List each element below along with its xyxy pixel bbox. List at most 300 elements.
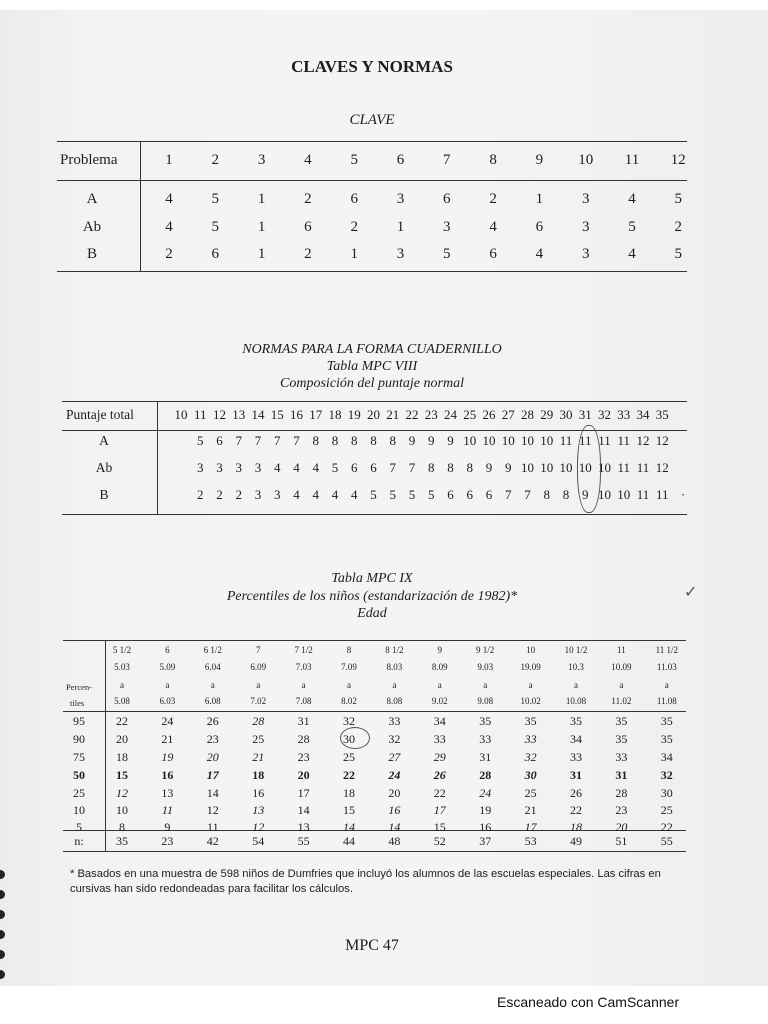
percentile-cell: 32 xyxy=(524,750,537,764)
percentile-cell: 25 xyxy=(524,786,537,800)
normas-score: 27 xyxy=(501,407,515,422)
percentile-cell: 16 xyxy=(479,820,492,834)
normas-cell: 11 xyxy=(617,433,631,448)
clave-cell: 6 xyxy=(304,219,312,235)
percentile-cell: 16 xyxy=(161,768,174,782)
normas-score: 19 xyxy=(347,407,361,422)
normas-cell: 2 xyxy=(197,487,204,502)
percentile-cell: 9 xyxy=(164,820,171,834)
clave-header-label: Problema xyxy=(60,152,118,168)
clave-cell: 3 xyxy=(443,219,451,235)
percentile-cell: 28 xyxy=(479,768,492,782)
normas-score: 29 xyxy=(540,407,554,422)
page-title: CLAVES Y NORMAS xyxy=(291,57,453,76)
normas-cell: 12 xyxy=(636,433,650,448)
percentile-cell: 20 xyxy=(206,750,219,764)
normas-cell: 8 xyxy=(428,460,435,475)
normas-cell: 8 xyxy=(312,433,319,448)
percentile-cell: 32 xyxy=(388,732,401,746)
rule-header xyxy=(63,711,686,712)
normas-cell: 12 xyxy=(655,460,669,475)
percentile-cell: 25 xyxy=(660,803,673,817)
clave-cell: 4 xyxy=(165,219,173,235)
clave-cell: 2 xyxy=(489,191,497,207)
age-from: 5.03 xyxy=(114,662,130,672)
normas-row-label: Ab xyxy=(95,460,113,475)
normas-score: 20 xyxy=(367,407,380,422)
age-ages: 11 1/2 xyxy=(655,645,678,655)
age-sep: a xyxy=(437,680,442,690)
age-from: 9.03 xyxy=(477,662,494,672)
percentile-cell: 44 xyxy=(343,834,355,848)
normas-cell: 11 xyxy=(578,433,592,448)
percentile-cell: 37 xyxy=(479,834,492,848)
percentile-cell: 55 xyxy=(660,834,673,848)
normas-cell: 6 xyxy=(466,487,473,502)
normas-score: 31 xyxy=(578,407,592,422)
percentile-cell: 15 xyxy=(433,820,446,834)
normas-cell: 7 xyxy=(505,487,512,502)
percentile-cell: 8 xyxy=(119,820,125,834)
rule-vertical xyxy=(140,141,141,271)
normas-score: 26 xyxy=(482,407,496,422)
age-ages: 6 xyxy=(165,645,170,655)
percentile-cell: 17 xyxy=(524,820,537,834)
percentile-cell: 22 xyxy=(433,786,446,800)
age-from: 5.09 xyxy=(159,662,176,672)
normas-cell: 4 xyxy=(312,460,319,475)
clave-problem-number: 9 xyxy=(535,152,544,168)
percentile-cell: 35 xyxy=(524,714,537,728)
pen-circle xyxy=(340,727,370,749)
percentile-cell: 17 xyxy=(433,803,446,817)
percentile-header-line2: tiles xyxy=(70,698,85,708)
percentile-label: 95 xyxy=(73,714,85,728)
percentile-cell: 28 xyxy=(252,714,265,728)
percentile-cell: 14 xyxy=(343,820,355,834)
clave-problem-number: 7 xyxy=(443,152,451,168)
normas-cell: 10 xyxy=(559,460,573,475)
clave-cell: 6 xyxy=(443,191,451,207)
age-sep: a xyxy=(483,680,488,690)
age-to: 10.02 xyxy=(520,696,541,706)
rule-top xyxy=(62,401,687,402)
normas-cell: 10 xyxy=(598,460,611,475)
clave-problem-number: 12 xyxy=(670,152,686,168)
pen-circle xyxy=(577,425,601,513)
clave-title: CLAVE xyxy=(349,112,395,128)
clave-cell: 3 xyxy=(581,246,590,262)
percentile-cell: 34 xyxy=(660,750,673,764)
percentile-cell: 25 xyxy=(343,750,355,764)
age-sep: a xyxy=(165,680,170,690)
clave-problem-number: 11 xyxy=(624,152,640,168)
normas-title: NORMAS PARA LA FORMA CUADERNILLO xyxy=(242,342,502,357)
percentile-cell: 22 xyxy=(343,768,355,782)
age-from: 8.09 xyxy=(431,662,448,672)
rule-header xyxy=(57,180,687,181)
clave-problem-number: 1 xyxy=(165,152,173,168)
percentile-cell: 34 xyxy=(433,714,446,728)
percentile-cell: 48 xyxy=(388,834,401,848)
normas-cell: 4 xyxy=(293,460,300,475)
normas-cell: 6 xyxy=(447,487,454,502)
age-ages: 7 xyxy=(255,645,261,655)
page-number: MPC 47 xyxy=(345,937,399,954)
normas-cell: 11 xyxy=(636,460,650,475)
clave-cell: 6 xyxy=(350,191,358,207)
age-sep: a xyxy=(392,680,397,690)
normas-cell: 6 xyxy=(370,460,377,475)
age-ages: 5 1/2 xyxy=(112,645,132,655)
clave-cell: 2 xyxy=(165,246,173,262)
normas-score: 25 xyxy=(463,407,477,422)
normas-cell: 4 xyxy=(351,487,358,502)
normas-cell: 4 xyxy=(312,487,319,502)
normas-cell: 2 xyxy=(216,487,223,502)
normas-cell: 5 xyxy=(408,487,416,502)
clave-cell: 1 xyxy=(350,246,358,262)
age-from: 7.03 xyxy=(295,662,312,672)
normas-score: 30 xyxy=(559,407,573,422)
clave-cell: 2 xyxy=(304,191,312,207)
percentile-cell: 35 xyxy=(615,732,628,746)
normas-cell: 9 xyxy=(485,460,493,475)
normas-cell: 8 xyxy=(331,433,339,448)
normas-score: 13 xyxy=(232,407,246,422)
normas-score: 21 xyxy=(386,407,400,422)
percentile-cell: 35 xyxy=(660,714,673,728)
normas-cell: 4 xyxy=(293,487,300,502)
normas-cell: 3 xyxy=(216,460,223,475)
percentile-label: 25 xyxy=(73,786,85,800)
age-from: 7.09 xyxy=(341,662,357,672)
percentiles-title: Tabla MPC IX xyxy=(331,571,413,586)
normas-score: 14 xyxy=(251,407,265,422)
percentile-cell: 15 xyxy=(116,768,128,782)
clave-cell: 4 xyxy=(165,191,173,207)
age-ages: 9 xyxy=(437,645,443,655)
clave-cell: 4 xyxy=(489,219,497,235)
clave-cell: 1 xyxy=(396,219,405,235)
percentile-cell: 42 xyxy=(206,834,219,848)
normas-cell: 11 xyxy=(598,433,611,448)
age-to: 6.03 xyxy=(159,696,176,706)
rule-top xyxy=(57,141,687,142)
clave-problem-number: 3 xyxy=(257,152,266,168)
normas-cell: 10 xyxy=(598,487,611,502)
clave-cell: 2 xyxy=(304,246,312,262)
normas-trailing-dot: · xyxy=(680,487,686,502)
percentile-cell: 30 xyxy=(524,768,537,782)
percentile-cell: 13 xyxy=(161,786,174,800)
percentile-cell: 49 xyxy=(570,834,582,848)
percentile-cell: 13 xyxy=(297,820,310,834)
normas-score: 17 xyxy=(309,407,323,422)
scanner-watermark: Escaneado con CamScanner xyxy=(497,994,680,1010)
percentile-cell: 18 xyxy=(570,820,582,834)
percentile-cell: 19 xyxy=(479,803,492,817)
age-to: 9.02 xyxy=(431,696,448,706)
percentile-cell: 35 xyxy=(660,732,673,746)
age-to: 8.02 xyxy=(341,696,357,706)
age-to: 8.08 xyxy=(386,696,403,706)
percentile-cell: 17 xyxy=(206,768,219,782)
clave-problem-number: 10 xyxy=(578,152,594,168)
percentile-cell: 33 xyxy=(388,714,401,728)
rule-bottom xyxy=(63,851,686,852)
percentile-cell: 15 xyxy=(343,803,355,817)
normas-score: 23 xyxy=(424,407,438,422)
normas-cell: 9 xyxy=(428,433,435,448)
percentile-label: 5 xyxy=(76,820,82,834)
percentile-cell: 34 xyxy=(570,732,582,746)
percentile-cell: 31 xyxy=(297,714,310,728)
normas-cell: 5 xyxy=(331,460,339,475)
percentile-cell: 31 xyxy=(615,768,628,782)
percentile-cell: 32 xyxy=(343,714,355,728)
normas-cell: 5 xyxy=(370,487,377,502)
clave-problem-number: 2 xyxy=(211,152,220,168)
normas-cell: 4 xyxy=(274,460,281,475)
rule-bottom xyxy=(57,271,687,272)
normas-cell: 10 xyxy=(540,433,554,448)
percentile-cell: 18 xyxy=(343,786,355,800)
clave-cell: 5 xyxy=(211,191,220,207)
percentile-cell: 22 xyxy=(570,803,582,817)
percentile-cell: 23 xyxy=(615,803,628,817)
percentile-cell: 55 xyxy=(297,834,310,848)
normas-score: 16 xyxy=(290,407,303,422)
age-to: 11.02 xyxy=(611,696,632,706)
normas-cell: 5 xyxy=(389,487,396,502)
binder-holes xyxy=(0,870,8,980)
percentile-cell: 22 xyxy=(116,714,128,728)
percentile-cell: 12 xyxy=(206,803,219,817)
normas-cell: 8 xyxy=(466,460,473,475)
percentile-cell: 33 xyxy=(615,750,628,764)
normas-cell: 7 xyxy=(274,433,281,448)
percentile-cell: 12 xyxy=(252,820,265,834)
percentiles-caption: Edad xyxy=(357,606,387,621)
normas-cell: 9 xyxy=(582,487,589,502)
normas-cell: 7 xyxy=(389,460,396,475)
percentile-cell: 20 xyxy=(388,786,401,800)
clave-problem-number: 5 xyxy=(350,152,358,168)
normas-score: 10 xyxy=(174,407,188,422)
percentile-cell: 52 xyxy=(433,834,446,848)
percentile-cell: 35 xyxy=(116,834,128,848)
age-ages: 8 xyxy=(346,645,352,655)
percentile-label: 90 xyxy=(73,732,85,746)
normas-cell: 9 xyxy=(505,460,512,475)
age-from: 10.09 xyxy=(611,662,632,672)
normas-score: 22 xyxy=(405,407,419,422)
percentile-cell: 53 xyxy=(524,834,537,848)
normas-cell: 11 xyxy=(636,487,650,502)
clave-cell: 1 xyxy=(257,191,266,207)
percentile-cell: 32 xyxy=(660,768,673,782)
age-to: 7.08 xyxy=(295,696,312,706)
percentile-cell: 21 xyxy=(252,750,265,764)
percentile-cell: 22 xyxy=(660,820,673,834)
percentile-cell: 54 xyxy=(252,834,265,848)
normas-score: 15 xyxy=(270,407,284,422)
percentile-cell: 27 xyxy=(388,750,401,764)
normas-cell: 7 xyxy=(235,433,242,448)
normas-cell: 8 xyxy=(389,433,396,448)
normas-cell: 9 xyxy=(447,433,454,448)
percentile-cell: 20 xyxy=(615,820,628,834)
normas-cell: 2 xyxy=(235,487,242,502)
normas-cell: 3 xyxy=(274,487,281,502)
age-sep: a xyxy=(619,680,624,690)
normas-score: 18 xyxy=(328,407,342,422)
normas-cell: 12 xyxy=(655,433,669,448)
age-sep: a xyxy=(210,680,215,690)
age-ages: 8 1/2 xyxy=(385,645,404,655)
age-sep: a xyxy=(120,680,124,690)
normas-cell: 3 xyxy=(197,460,204,475)
clave-problem-number: 8 xyxy=(489,152,497,168)
percentile-cell: 28 xyxy=(615,786,628,800)
clave-cell: 6 xyxy=(535,219,544,235)
age-ages: 11 xyxy=(617,645,626,655)
percentile-cell: 11 xyxy=(161,803,173,817)
percentile-cell: 14 xyxy=(297,803,310,817)
normas-cell: 10 xyxy=(521,460,534,475)
percentile-cell: 23 xyxy=(161,834,174,848)
percentile-cell: 33 xyxy=(479,732,492,746)
percentile-cell: 35 xyxy=(570,714,582,728)
percentile-cell: 25 xyxy=(252,732,265,746)
normas-score: 24 xyxy=(444,407,457,422)
clave-cell: 4 xyxy=(628,246,636,262)
percentile-cell: 23 xyxy=(297,750,310,764)
percentile-cell: 16 xyxy=(252,786,265,800)
clave-problem-number: 6 xyxy=(396,152,405,168)
percentile-cell: 30 xyxy=(343,732,355,746)
percentile-cell: 35 xyxy=(615,714,628,728)
clave-cell: 4 xyxy=(535,246,544,262)
age-to: 6.08 xyxy=(204,696,221,706)
normas-cell: 10 xyxy=(463,433,477,448)
clave-row-label: Ab xyxy=(82,219,102,235)
age-sep: a xyxy=(347,680,351,690)
normas-cell: 11 xyxy=(617,460,631,475)
clave-cell: 3 xyxy=(396,191,405,207)
age-ages: 6 1/2 xyxy=(203,645,222,655)
age-to: 5.08 xyxy=(114,696,130,706)
age-from: 10.3 xyxy=(568,662,584,672)
normas-cell: 5 xyxy=(197,433,204,448)
clave-cell: 5 xyxy=(674,191,683,207)
normas-cell: 6 xyxy=(485,487,493,502)
age-ages: 7 1/2 xyxy=(294,645,313,655)
percentile-cell: 33 xyxy=(524,732,537,746)
normas-cell: 4 xyxy=(331,487,339,502)
clave-cell: 1 xyxy=(535,191,544,207)
normas-cell: 8 xyxy=(370,433,377,448)
normas-subtitle: Tabla MPC VIII xyxy=(326,359,418,374)
normas-cell: 10 xyxy=(482,433,496,448)
clave-cell: 6 xyxy=(489,246,497,262)
percentiles-subtitle: Percentiles de los niños (estandarización de 1982)* xyxy=(226,589,518,604)
clave-cell: 4 xyxy=(628,191,636,207)
rule-vertical xyxy=(157,401,158,514)
percentile-cell: 24 xyxy=(388,768,401,782)
percentile-cell: 18 xyxy=(252,768,265,782)
percentile-cell: 17 xyxy=(297,786,310,800)
normas-cell: 8 xyxy=(447,460,454,475)
clave-cell: 2 xyxy=(674,219,683,235)
clave-cell: 5 xyxy=(211,219,220,235)
percentile-cell: 24 xyxy=(161,714,174,728)
age-from: 6.09 xyxy=(250,662,267,672)
normas-caption: Composición del puntaje normal xyxy=(280,376,464,391)
percentile-cell: 14 xyxy=(388,820,401,834)
percentile-label: 75 xyxy=(73,750,85,764)
normas-cell: 9 xyxy=(408,433,416,448)
normas-cell: 10 xyxy=(617,487,631,502)
percentile-cell: 14 xyxy=(206,786,219,800)
percentile-cell: 26 xyxy=(570,786,582,800)
clave-cell: 5 xyxy=(628,219,636,235)
percentile-cell: 35 xyxy=(479,714,492,728)
normas-cell: 7 xyxy=(408,460,416,475)
normas-cell: 10 xyxy=(501,433,515,448)
percentile-cell: 33 xyxy=(570,750,582,764)
normas-cell: 7 xyxy=(254,433,262,448)
percentile-cell: 11 xyxy=(207,820,219,834)
percentile-cell: 10 xyxy=(116,803,128,817)
normas-score: 28 xyxy=(521,407,534,422)
age-from: 6.04 xyxy=(204,662,221,672)
age-to: 10.08 xyxy=(565,696,587,706)
clave-row-label: A xyxy=(86,191,98,207)
normas-score: 34 xyxy=(636,407,650,422)
clave-cell: 6 xyxy=(211,246,220,262)
clave-cell: 5 xyxy=(443,246,451,262)
clave-cell: 2 xyxy=(350,219,358,235)
age-from: 19.09 xyxy=(520,662,541,672)
normas-score: 12 xyxy=(213,407,226,422)
clave-cell: 3 xyxy=(581,191,590,207)
clave-cell: 1 xyxy=(257,246,266,262)
percentile-header-line1: Percen- xyxy=(66,682,92,692)
clave-cell: 3 xyxy=(581,219,590,235)
clave-problem-number: 4 xyxy=(304,152,312,168)
normas-header-label: Puntaje total xyxy=(66,407,134,422)
clave-cell: 1 xyxy=(257,219,266,235)
percentile-cell: 21 xyxy=(161,732,174,746)
normas-cell: 3 xyxy=(254,487,262,502)
clave-cell: 5 xyxy=(674,246,683,262)
percentile-cell: 18 xyxy=(116,750,128,764)
percentile-cell: 29 xyxy=(433,750,446,764)
age-ages: 10 xyxy=(526,645,536,655)
percentile-cell: 19 xyxy=(161,750,174,764)
normas-cell: 5 xyxy=(428,487,435,502)
percentile-cell: 16 xyxy=(388,803,401,817)
age-ages: 10 1/2 xyxy=(564,645,588,655)
normas-cell: 3 xyxy=(235,460,242,475)
normas-row-label: A xyxy=(99,433,109,448)
age-ages: 9 1/2 xyxy=(476,645,495,655)
normas-score: 33 xyxy=(617,407,631,422)
percentile-cell: 24 xyxy=(479,786,492,800)
percentile-cell: 23 xyxy=(206,732,219,746)
